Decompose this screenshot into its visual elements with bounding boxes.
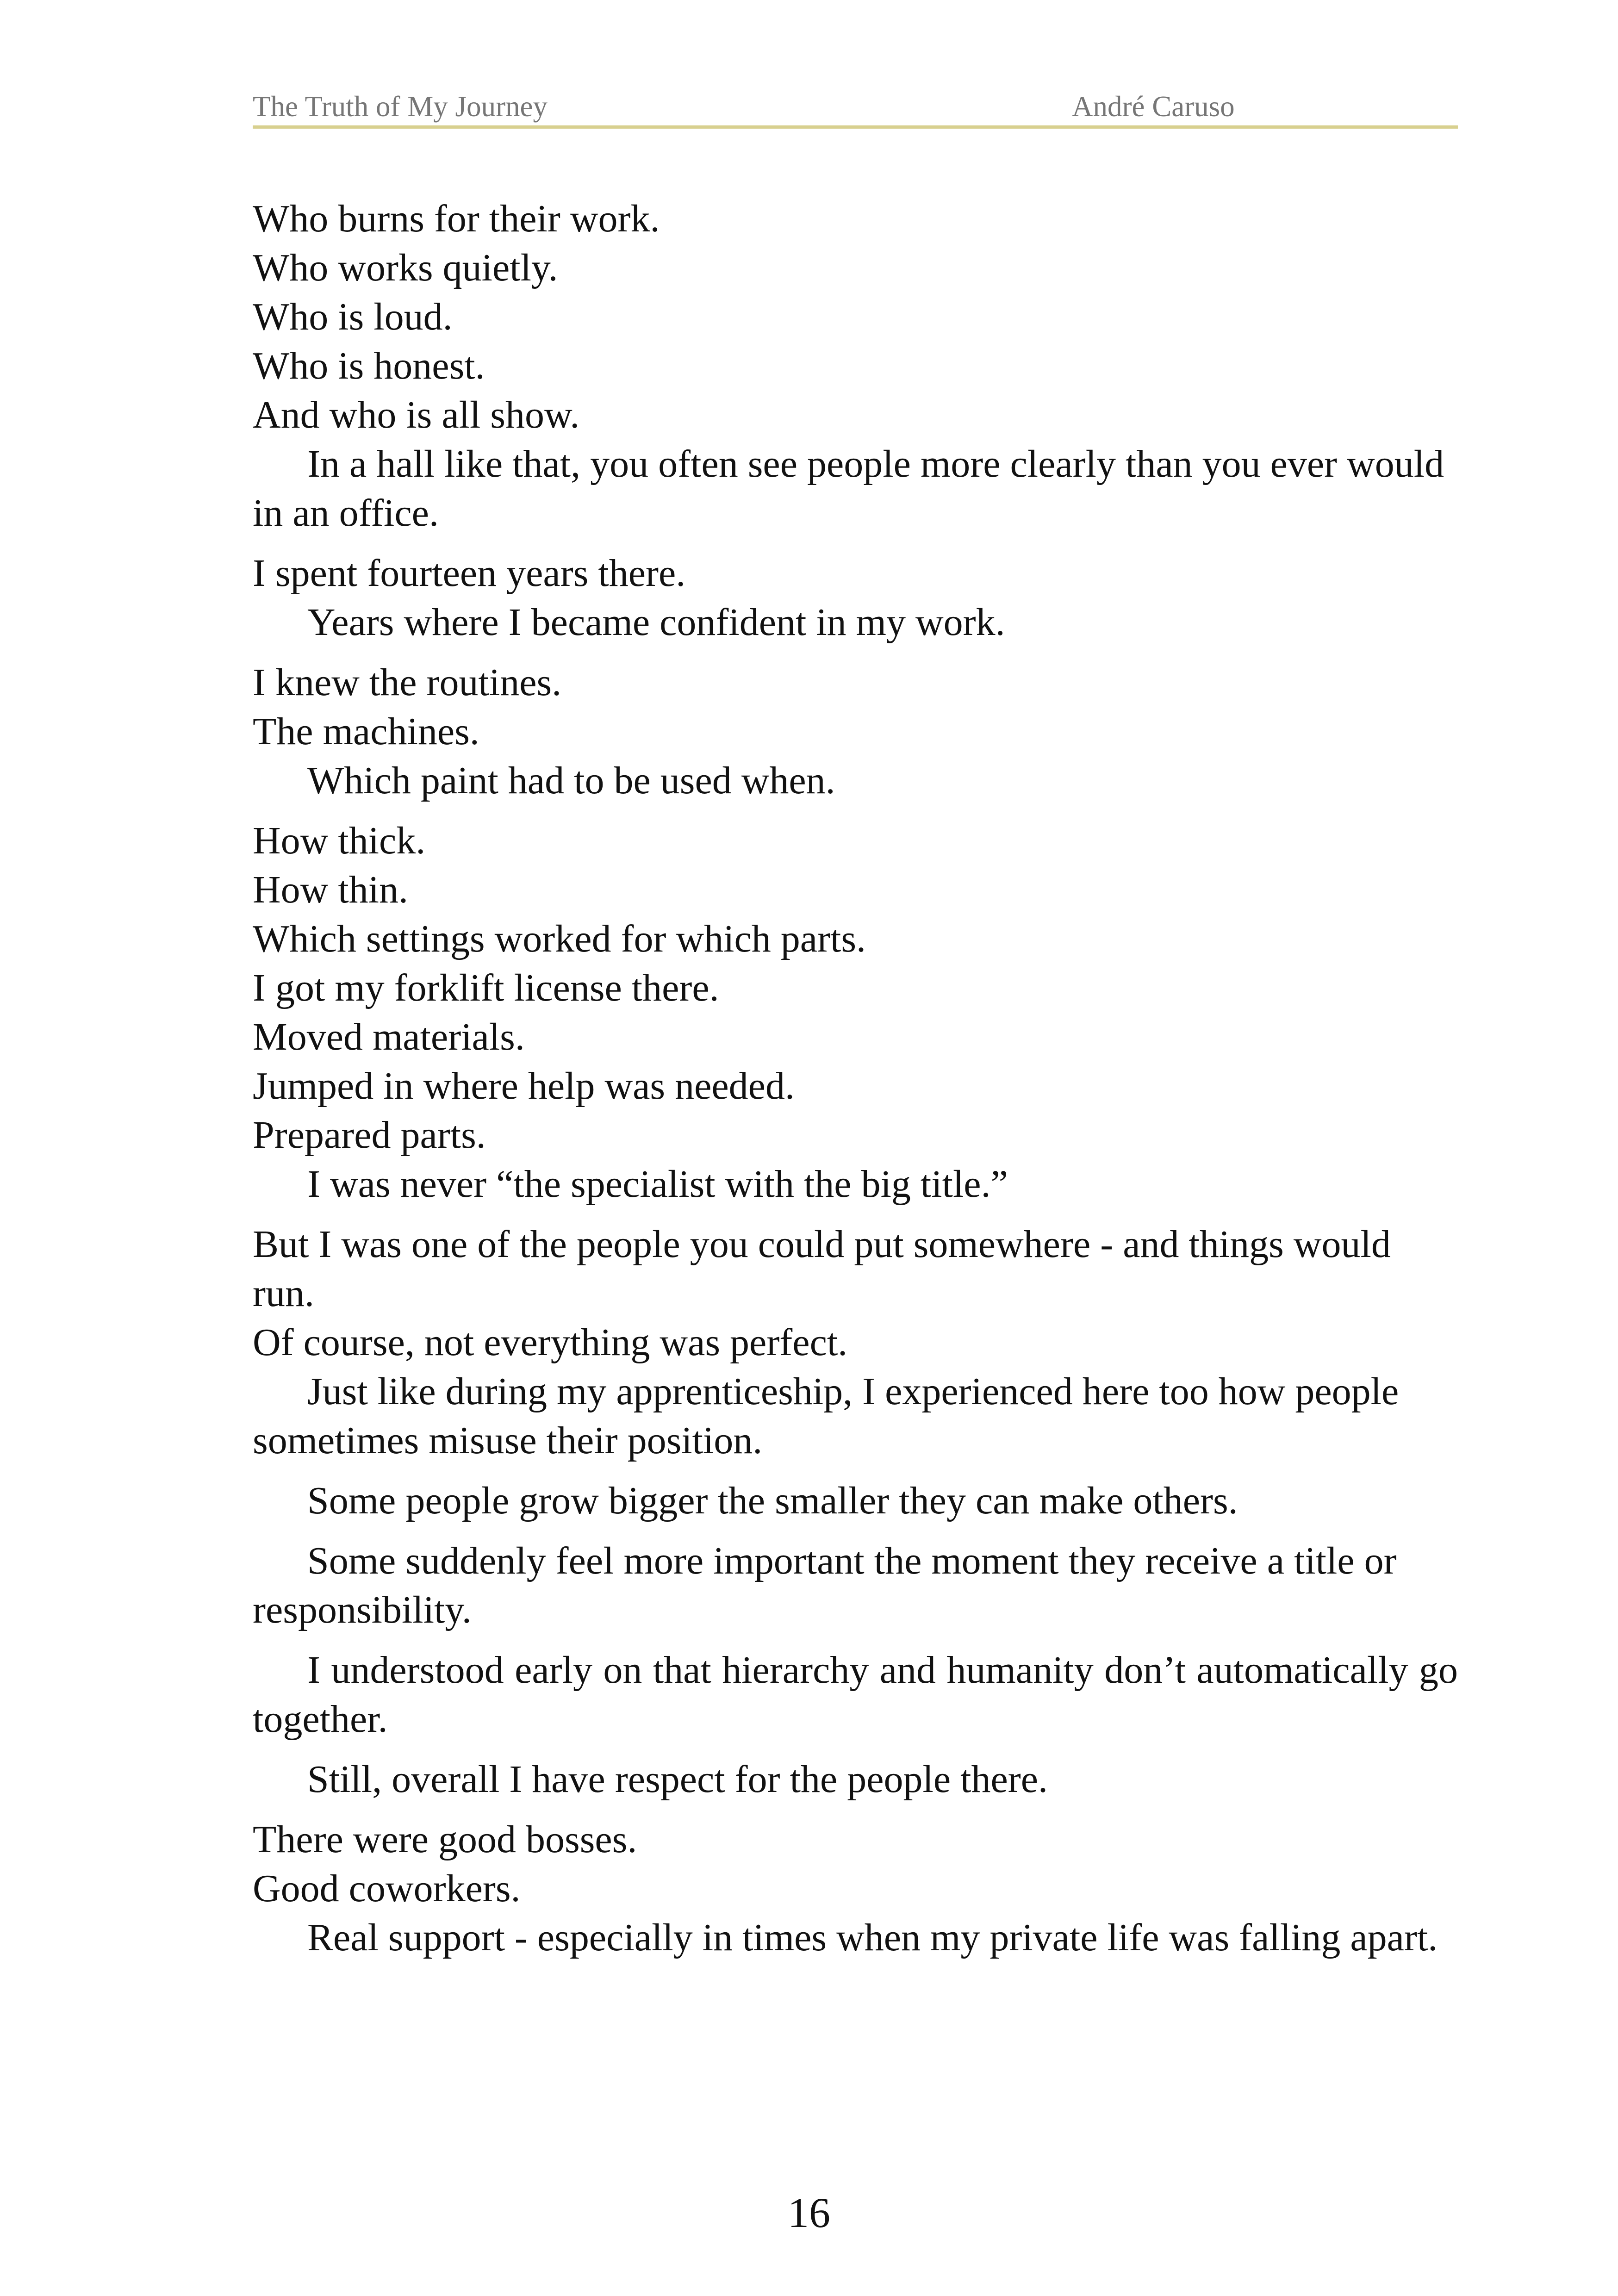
paragraph: Who is loud. bbox=[253, 295, 453, 338]
paragraph: The machines. bbox=[253, 710, 479, 753]
paragraph: Real support - especially in times when my private life was falling apart. bbox=[307, 1916, 1438, 1959]
paragraph: Which paint had to be used when. bbox=[307, 759, 835, 802]
paragraph: Jumped in where help was needed. bbox=[253, 1064, 795, 1108]
paragraph: I got my forklift license there. bbox=[253, 966, 719, 1009]
paragraph: I knew the routines. bbox=[253, 661, 562, 704]
paragraph: Years where I became confident in my work. bbox=[307, 601, 1005, 644]
page-header bbox=[253, 81, 1458, 129]
paragraph: I was never “the specialist with the big title.” bbox=[307, 1163, 1008, 1206]
paragraph: Which settings worked for which parts. bbox=[253, 917, 866, 960]
paragraph: In a hall like that, you often see people more clearly than you ever would in an office. bbox=[253, 442, 1444, 535]
paragraph: Of course, not everything was perfect. bbox=[253, 1321, 848, 1364]
body-text bbox=[253, 194, 1458, 1962]
paragraph: Who works quietly. bbox=[253, 246, 558, 289]
running-header-title: The Truth of My Journey bbox=[253, 90, 548, 123]
paragraph: And who is all show. bbox=[253, 393, 580, 436]
paragraph: Who is honest. bbox=[253, 344, 485, 387]
paragraph: Still, overall I have respect for the people there. bbox=[307, 1758, 1048, 1801]
paragraph: But I was one of the people you could put somewhere - and things would run. bbox=[253, 1223, 1391, 1315]
paragraph: I spent fourteen years there. bbox=[253, 552, 686, 595]
paragraph: How thick. bbox=[253, 819, 426, 862]
paragraph: Good coworkers. bbox=[253, 1867, 521, 1910]
paragraph: I understood early on that hierarchy and humanity don’t automatically go together. bbox=[253, 1649, 1458, 1741]
paragraph: Just like during my apprenticeship, I experienced here too how people sometimes misuse their position. bbox=[253, 1370, 1399, 1462]
paragraph: Moved materials. bbox=[253, 1015, 525, 1058]
page-number: 16 bbox=[788, 2189, 830, 2236]
paragraph: How thin. bbox=[253, 868, 408, 911]
paragraph: Some suddenly feel more important the moment they receive a title or responsibility. bbox=[253, 1539, 1397, 1631]
paragraph: Prepared parts. bbox=[253, 1114, 486, 1157]
paragraph: Who burns for their work. bbox=[253, 197, 660, 240]
running-header-author: André Caruso bbox=[1072, 90, 1235, 123]
paragraph: There were good bosses. bbox=[253, 1818, 637, 1861]
paragraph: Some people grow bigger the smaller they can make others. bbox=[307, 1479, 1238, 1522]
